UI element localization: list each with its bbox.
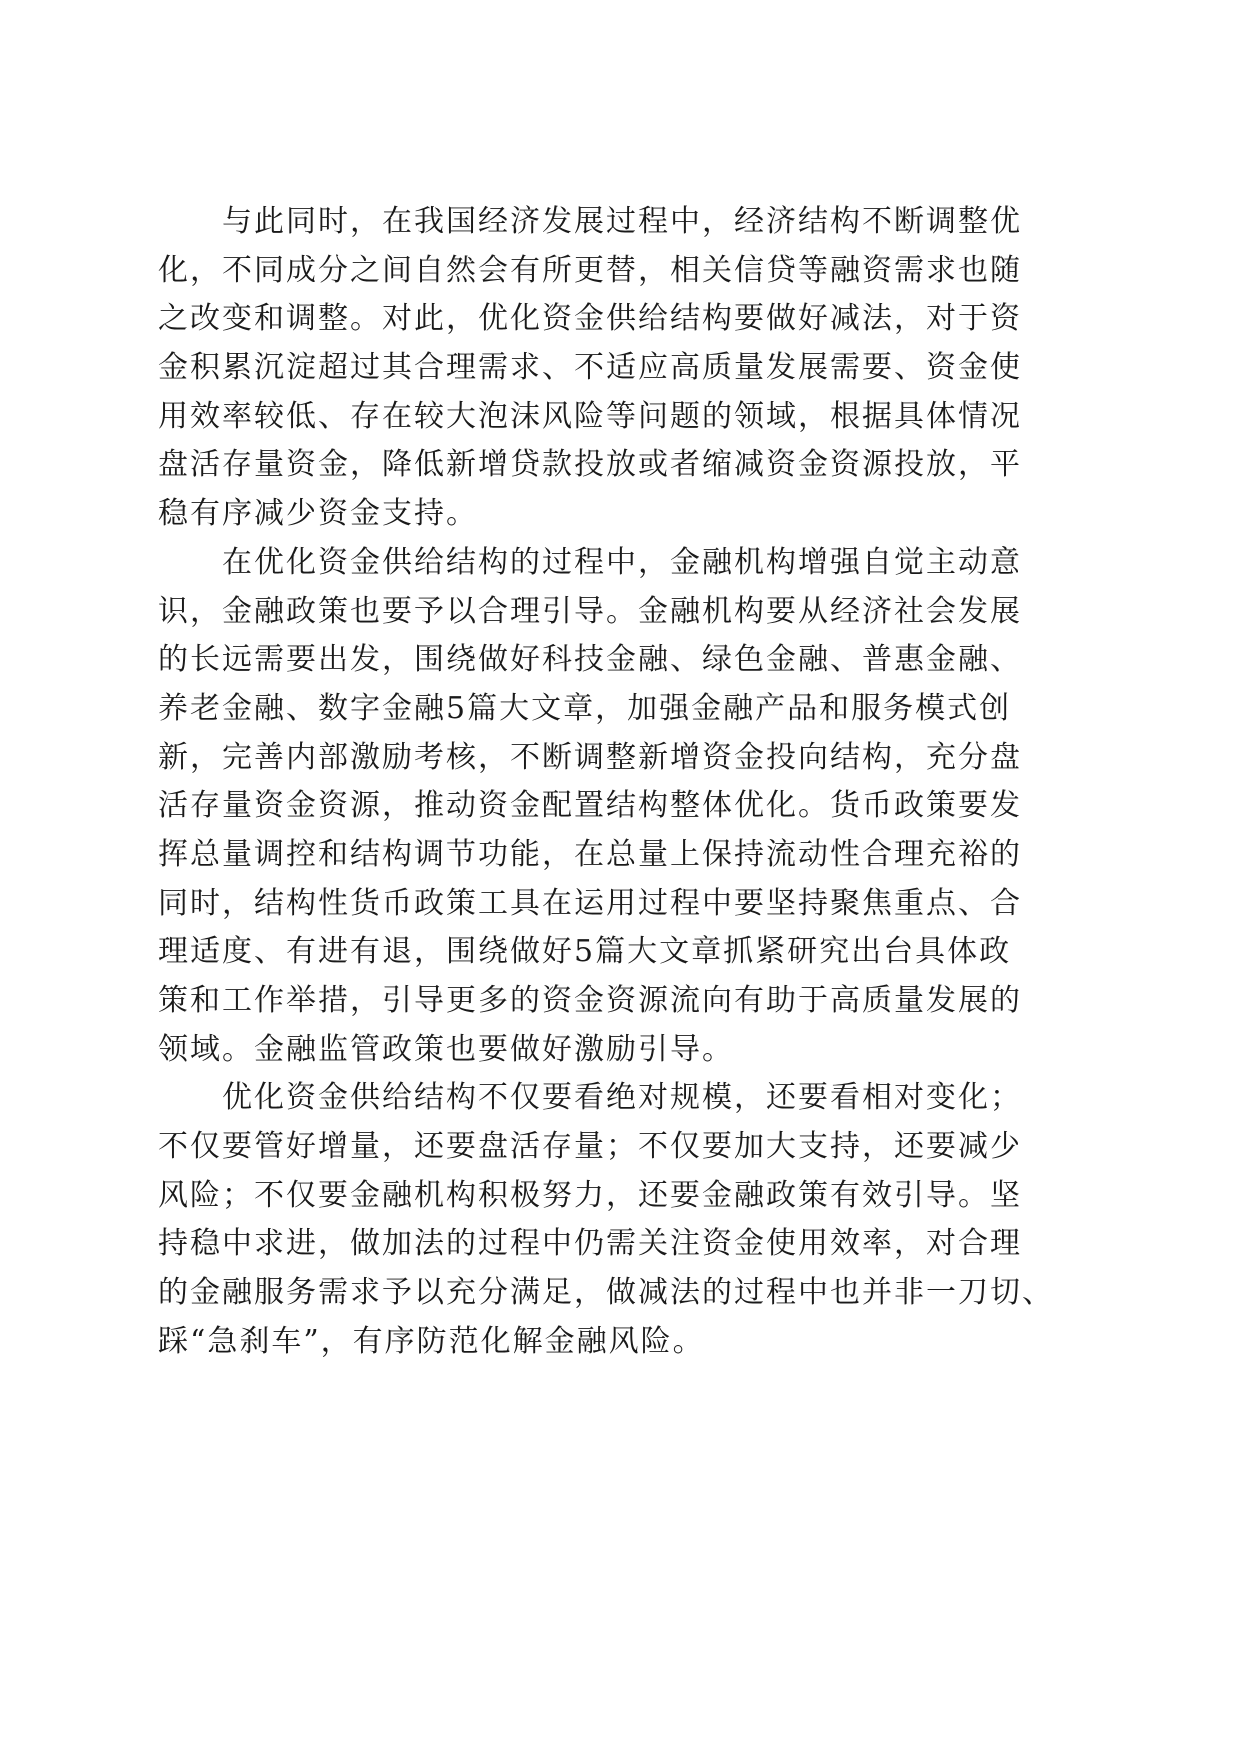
text-line: 不仅要管好增量，还要盘活存量；不仅要加大支持，还要减少 bbox=[158, 1129, 1022, 1165]
text-line: 与此同时，在我国经济发展过程中，经济结构不断调整优 bbox=[158, 204, 1022, 239]
text-line: 盘活存量资金，降低新增贷款投放或者缩减资金资源投放，平 bbox=[158, 447, 1022, 483]
text-line: 活存量资金资源，推动资金配置结构整体优化。货币政策要发 bbox=[158, 788, 1022, 824]
text-line: 的金融服务需求予以充分满足，做减法的过程中也并非一刀切、 bbox=[158, 1275, 1054, 1311]
paragraph-3 bbox=[158, 1074, 1080, 1366]
text-line: 识，金融政策也要予以合理引导。金融机构要从经济社会发展 bbox=[158, 593, 1022, 629]
text-line: 金积累沉淀超过其合理需求、不适应高质量发展需要、资金使 bbox=[158, 350, 1022, 386]
text-line: 养老金融、数字金融5篇大文章，加强金融产品和服务模式创 bbox=[158, 690, 1012, 726]
text-line: 之改变和调整。对此，优化资金供给结构要做好减法，对于资 bbox=[158, 301, 1022, 337]
text-line: 用效率较低、存在较大泡沫风险等问题的领域，根据具体情况 bbox=[158, 398, 1022, 434]
text-line: 策和工作举措，引导更多的资金资源流向有助于高质量发展的 bbox=[158, 983, 1022, 1018]
paragraph-1 bbox=[158, 198, 1080, 539]
text-line: 风险；不仅要金融机构积极努力，还要金融政策有效引导。坚 bbox=[158, 1177, 1022, 1213]
paragraph-2 bbox=[158, 539, 1080, 1075]
text-line: 持稳中求进，做加法的过程中仍需关注资金使用效率，对合理 bbox=[158, 1226, 1022, 1262]
text-line: 在优化资金供给结构的过程中，金融机构增强自觉主动意 bbox=[158, 544, 1022, 580]
text-line: 新，完善内部激励考核，不断调整新增资金投向结构，充分盘 bbox=[158, 739, 1022, 775]
text-line: 同时，结构性货币政策工具在运用过程中要坚持聚焦重点、合 bbox=[158, 885, 1022, 921]
text-line: 理适度、有进有退，围绕做好5篇大文章抓紧研究出台具体政 bbox=[158, 934, 1012, 970]
text-line: 化，不同成分之间自然会有所更替，相关信贷等融资需求也随 bbox=[158, 252, 1022, 288]
text-line: 领域。金融监管政策也要做好激励引导。 bbox=[158, 1031, 734, 1067]
text-line: 的长远需要出发，围绕做好科技金融、绿色金融、普惠金融、 bbox=[158, 642, 1022, 678]
text-line: 挥总量调控和结构调节功能，在总量上保持流动性合理充裕的 bbox=[158, 836, 1022, 872]
text-line: 稳有序减少资金支持。 bbox=[158, 496, 478, 532]
document-body bbox=[158, 198, 1080, 1367]
text-line: 优化资金供给结构不仅要看绝对规模，还要看相对变化； bbox=[158, 1080, 1022, 1116]
text-line: 踩“急刹车”，有序防范化解金融风险。 bbox=[158, 1323, 705, 1359]
